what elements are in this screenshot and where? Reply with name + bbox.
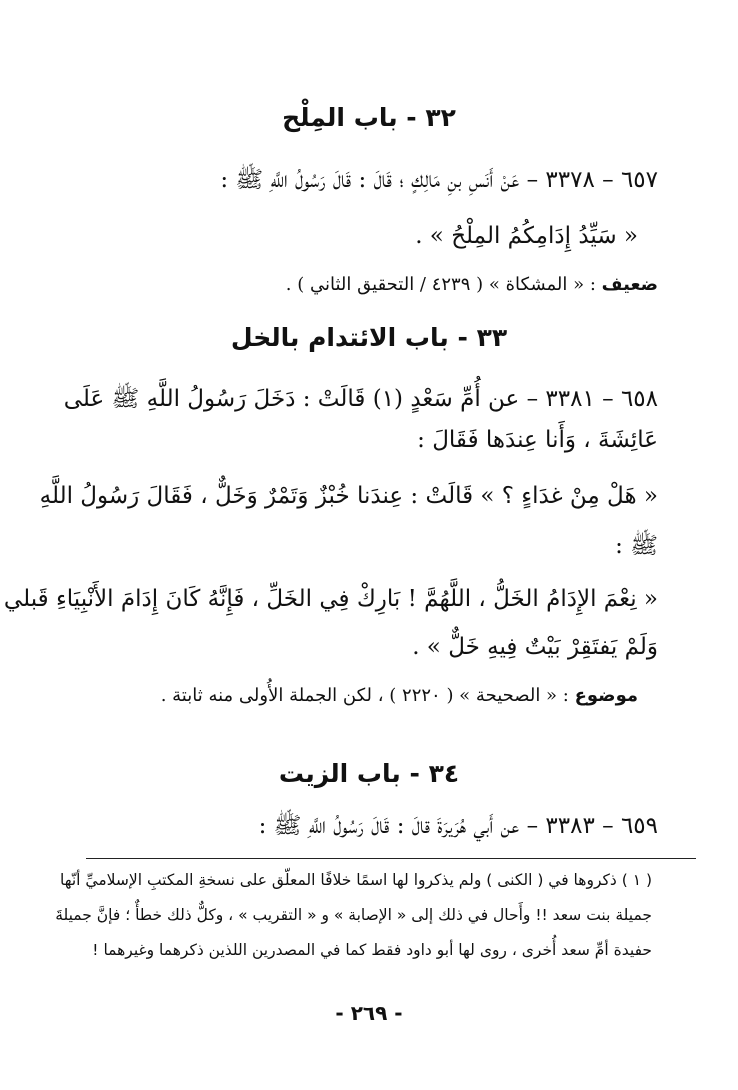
grade-source: : « المشكاة » ( ٤٢٣٩ / التحقيق الثاني ) . — [285, 274, 596, 295]
hadith-657-line-2: « سَيِّدُ إِدَامِكُمُ المِلْحُ » . — [415, 223, 638, 249]
hadith-657-line-1: ٦٥٧ – ٣٣٧٨ – عَنْ أَنَسِ بنِ مَالِكٍ ؛ قَالَ : قَالَ رَسُولُ اللَّهِ ﷺ : — [220, 167, 658, 193]
grade-label: ضعيف — [601, 274, 658, 295]
hadith-657-grade — [80, 273, 658, 296]
hadith-659-line-1: ٦٥٩ – ٣٣٨٣ – عن أَبي هُرَيرَةَ قالَ : قَالَ رَسُولُ اللَّهِ ﷺ : — [258, 813, 658, 839]
hadith-658-line-2: عَائِشَةَ ، وَأَنا عِندَها فَقَالَ : — [417, 427, 658, 453]
chapter-heading-32: ٣٢ - باب المِلْح — [282, 103, 456, 132]
footnote-divider — [86, 858, 696, 859]
footnote-line-1: ( ١ ) ذكروها في ( الكنى ) ولم يذكروا لها اسمًا خلافًا المعلّق على نسخةِ المكتبِ الإسلاميِّ أنّها — [60, 871, 652, 889]
chapter-heading-34: ٣٤ - باب الزيت — [278, 759, 460, 788]
hadith-658-line-3: « هَلْ مِنْ غدَاءٍ ؟ » قَالَتْ : عِندَنا خُبْزٌ وَتَمْرٌ وَخَلٌّ ، فَقَالَ رَسُولُ اللَّهِ — [39, 483, 658, 509]
footnote-line-3: حفيدة أمِّ سعد أُخرى ، روى لها أبو داود فقط كما في المصدرين اللذين ذكرهما وغيرهما ! — [92, 941, 652, 959]
chapter-heading-33: ٣٣ - باب الائتدام بالخل — [230, 323, 508, 352]
grade-label: موضوع — [574, 685, 638, 706]
hadith-658-line-4: ﷺ : — [615, 533, 658, 559]
footnote-line-2: جميلة بنت سعد !! وأَحال في ذلك إلى « الإصابة » و « التقريب » ، وكلٌّ ذلك خطأٌ ؛ فإنَّ جميلةَ — [55, 906, 652, 924]
hadith-658-grade — [80, 684, 638, 707]
hadith-658-line-5: « نِعْمَ الإِدَامُ الخَلُّ ، اللَّهُمَّ ! بَارِكْ فِي الخَلِّ ، فَإِنَّهُ كَانَ إِدَامَ الأَنْبِيَاءِ قَبلي — [3, 586, 658, 612]
page-number: - ٢٦٩ - — [335, 1001, 403, 1025]
hadith-658-line-1: ٦٥٨ – ٣٣٨١ – عن أُمِّ سَعْدٍ (١) قَالَتْ : دَخَلَ رَسُولُ اللَّهِ ﷺ عَلَى — [63, 386, 658, 412]
hadith-658-line-6: وَلَمْ يَفتَقِرْ بَيْتٌ فِيهِ خَلٌّ » . — [412, 634, 658, 660]
grade-source: : « الصحيحة » ( ٢٢٢٠ ) ، لكن الجملة الأُولى منه ثابتة . — [160, 685, 569, 706]
